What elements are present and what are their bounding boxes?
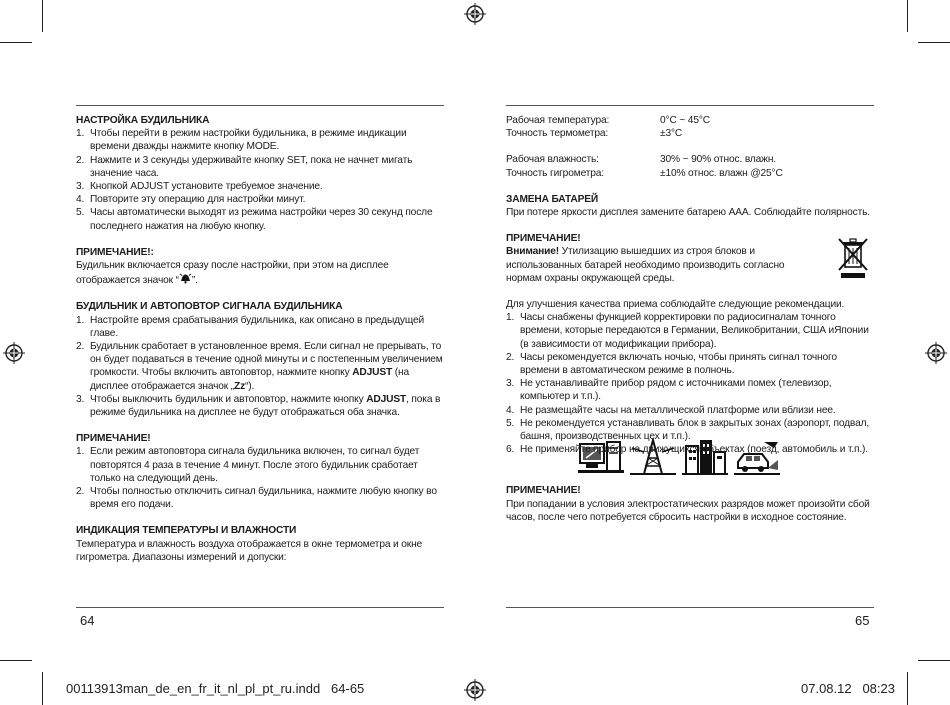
list-item: 1. Часы снабжены функцией корректировки по радиосигналам точного времени, которые передаются в Германии, Великобритании, США иЯпонии (в зависимости от модификации прибора). — [506, 312, 869, 350]
battery-heading: ЗАМЕНА БАТАРЕЙ — [506, 193, 599, 205]
page-rule-top-right — [506, 105, 874, 106]
crop-mark — [918, 660, 950, 661]
battery-text: При потере яркости дисплея замените батарею AAA. Соблюдайте полярность. — [506, 207, 870, 219]
note-heading: ПРИМЕЧАНИЕ! — [506, 485, 581, 497]
snooze-heading: БУДИЛЬНИК И АВТОПОВТОР СИГНАЛА БУДИЛЬНИКА — [76, 301, 343, 313]
crop-mark — [907, 0, 908, 32]
page-rule-bottom-right — [506, 607, 874, 608]
right-page-content — [506, 114, 876, 524]
reception-intro: Для улучшения качества приема соблюдайте следующие рекомендации. — [506, 299, 845, 311]
reception-steps-list — [506, 311, 876, 456]
page-number: 65 — [855, 613, 870, 628]
list-item: 2. Будильник сработает в установленное время. Если сигнал не прерывать, то он будет подаваться в течение одной минуты и с постепенным увеличением громкости. Чтобы включить автоповтор, нажмите кнопку ADJUST (на дисплее отображается значок „Zz“). — [76, 341, 443, 392]
disposal-note: Внимание! Утилизацию вышедших из строя блоков и использованных батарей необходимо производить согласно нормам охраны окружающей среды. — [506, 245, 876, 285]
alarm-steps-list — [76, 127, 448, 233]
note-heading: ПРИМЕЧАНИЕ! — [76, 433, 151, 445]
list-item: 3. Не устанавливайте прибор рядом с источниками помех (телевизор, компьютер и т.п.). — [506, 378, 832, 403]
list-item: 3. Кнопкой ADJUST установите требуемое значение. — [76, 181, 323, 193]
list-item: 2. Часы рекомендуется включать ночью, чтобы принять сигнал точного времени в автоматическом режиме в полночь. — [506, 351, 837, 377]
snooze-steps-list — [76, 314, 448, 420]
crop-mark — [918, 42, 950, 43]
left-page-content — [76, 114, 448, 564]
page-rule-bottom-left — [76, 607, 444, 608]
spec-row: Рабочая температура: 0°C ~ 45°C — [506, 115, 710, 126]
list-item: 3. Чтобы выключить будильник и автоповтор, нажмите кнопку ADJUST, пока в режиме будильника на дисплее не будут отображаться оба значка. — [76, 393, 441, 419]
list-item: 5. Часы автоматически выходят из режима настройки через 30 секунд после последнего нажатия на любую кнопку. — [76, 207, 433, 232]
list-item: 2. Чтобы полностью отключить сигнал будильника, нажмите любую кнопку во время его подачи. — [76, 486, 437, 511]
page-number: 64 — [80, 613, 95, 628]
list-item: 4. Повторите эту операцию для настройки минут. — [76, 194, 306, 206]
footer-file-name: 00113913man_de_en_fr_it_nl_pl_pt_ru.indd 64-65 — [66, 681, 365, 696]
temp-text: Температура и влажность воздуха отображается в окне термометра и окне гигрометра. Диапазоны измерений и допуски: — [76, 538, 423, 563]
crossed-bin-icon — [836, 237, 870, 279]
registration-mark-icon — [925, 342, 947, 364]
list-item: 1. Если режим автоповтора сигнала будильника включен, то сигнал будет повторятся 4 раза в течение 4 минут. После этого будильник сработает только на следующий день. — [76, 446, 420, 484]
list-item: 4. Не размещайте часы на металлической платформе или вблизи нее. — [506, 404, 836, 416]
crop-mark — [0, 660, 32, 661]
note-steps-list — [76, 445, 448, 511]
list-item: 2. Нажмите и 3 секунды удерживайте кнопку SET, пока не начнет мигать значение часа. — [76, 154, 413, 179]
alarm-heading: НАСТРОЙКА БУДИЛЬНИКА — [76, 115, 210, 126]
crop-mark — [0, 42, 32, 43]
crop-mark — [42, 0, 43, 32]
crop-mark — [907, 672, 908, 705]
registration-mark-icon — [464, 679, 486, 701]
list-item: 6. Не применяйте прибор на движущихся объектах (поезд, автомобиль и т.п.). — [506, 444, 868, 456]
note-heading: ПРИМЕЧАНИЕ!: — [76, 246, 154, 258]
list-item: 1. Настройте время срабатывания будильника, как описано в предыдущей главе. — [76, 314, 425, 339]
bell-icon — [179, 272, 192, 284]
spec-row: Точность термометра: ±3°C — [506, 128, 683, 140]
page-rule-top-left — [76, 105, 444, 106]
note-text: Будильник включается сразу после настройки, при этом на дисплее отображается значок “ ”. — [76, 260, 389, 287]
registration-mark-icon — [464, 3, 486, 25]
registration-mark-icon — [3, 342, 25, 364]
list-item: 1. Чтобы перейти в режим настройки будильника, в режиме индикации времени дважды нажмите кнопку MODE. — [76, 128, 407, 153]
list-item: 5. Не рекомендуется устанавливать блок в закрытых зонах (аэропорт, подвал, башня, производственных цех и т.п.). — [506, 417, 870, 443]
crop-mark — [42, 672, 43, 705]
note-heading: ПРИМЕЧАНИЕ! — [506, 233, 581, 245]
spec-row: Рабочая влажность: 30% ~ 90% относ. влажн. — [506, 154, 776, 166]
temp-heading: ИНДИКАЦИЯ ТЕМПЕРАТУРЫ И ВЛАЖНОСТИ — [76, 525, 297, 537]
footer-date: 07.08.12 08:23 — [801, 681, 895, 696]
spec-row: Точность гигрометра: ±10% относ. влажн @25°C — [506, 167, 783, 179]
note-text: При попадании в условия электростатических разрядов может произойти сбой часов, после чего потребуется сбросить настройки в исходное состояние. — [506, 498, 870, 523]
